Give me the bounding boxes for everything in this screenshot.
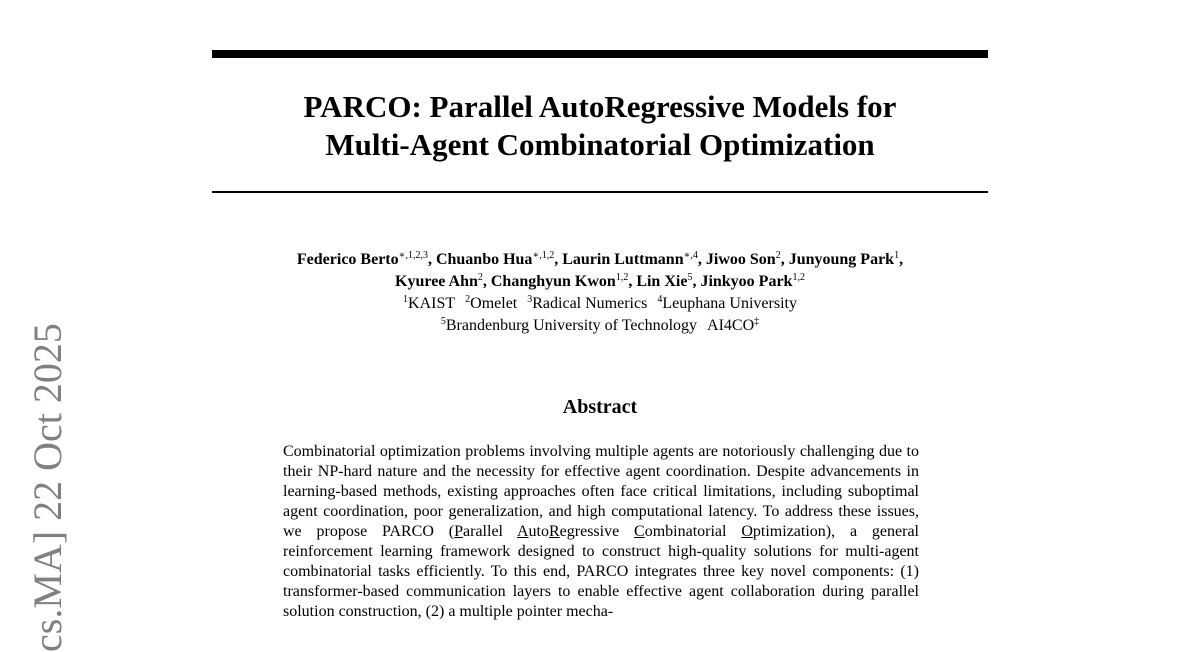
author-name: Laurin Luttmann xyxy=(562,251,684,268)
affiliation: $^3$Radical Numerics xyxy=(527,294,648,312)
author-sup: 1,2 xyxy=(615,272,629,283)
acronym-word: Auto xyxy=(516,523,549,540)
author-sup: ∗,1,2,3 xyxy=(398,250,428,261)
arxiv-stamp: cs.MA] 22 Oct 2025 xyxy=(25,323,70,652)
abstract-text-after: ), a general reinforcement learning framework designed to construct high-quality solutions for multi-agent combinatorial tasks efficiently. To this end, PARCO integrates three key novel components: (1) transformer-based communication layers to enable effective agent collaboration during parallel solution construction, (2) a multiple pointer mecha- xyxy=(283,523,920,620)
abstract-text-before: Combinatorial optimization problems involving multiple agents are notoriously challenging due to their NP-hard nature and the necessity for effective agent coordination. Despite advancements in learning-based methods, existing approaches often face critical limitations, including suboptimal agent coordination, poor generalization, and high computational latency. To address these issues, we propose PARCO ( xyxy=(283,443,919,540)
top-rule xyxy=(212,50,988,58)
author-name: Kyuree Ahn xyxy=(395,273,478,290)
author-sup: 1 xyxy=(894,250,900,261)
affiliation: $^4$Leuphana University xyxy=(657,294,797,312)
affiliation: $^5$Brandenburg University of Technology xyxy=(440,316,698,334)
affiliation-line-1 xyxy=(150,293,1050,315)
acronym-word: Combinatorial xyxy=(634,523,742,540)
author-name: Lin Xie xyxy=(636,273,688,290)
author-name: Junyoung Park xyxy=(788,251,895,268)
author-sup: 2 xyxy=(775,250,781,261)
author-sup: 1,2 xyxy=(792,272,805,283)
author-line-1: Federico Berto$^{∗,1,2,3}$, Chuanbo Hua$^{∗,1,2}$, Laurin Luttmann$^{∗,4}$, Jiwoo Son$^2$, Junyoung Park$^1$, xyxy=(296,250,904,268)
paper-title xyxy=(212,88,988,164)
title-rule xyxy=(212,191,988,193)
author-sup: 5 xyxy=(687,272,693,283)
acronym-word: Optimization xyxy=(741,523,826,540)
title-line-2: Multi-Agent Combinatorial Optimization xyxy=(325,127,875,162)
abstract-body xyxy=(283,442,919,622)
affiliation-line-2 xyxy=(150,315,1050,337)
author-block xyxy=(150,249,1050,337)
title-line-1: PARCO: Parallel AutoRegressive Models for xyxy=(303,89,897,124)
abstract-heading: Abstract xyxy=(562,396,638,418)
acronym-word: Regressive xyxy=(548,523,635,540)
author-name: Jinkyoo Park xyxy=(700,273,793,290)
author-name: Chuanbo Hua xyxy=(435,251,533,268)
author-name: Changhyun Kwon xyxy=(490,273,616,290)
author-sup: ∗,4 xyxy=(683,250,698,261)
author-sup: 2 xyxy=(477,272,483,283)
author-sup: ∗,1,2 xyxy=(532,250,555,261)
author-line-2: Kyuree Ahn$^2$, Changhyun Kwon$^{1,2}$, Lin Xie$^5$, Jinkyoo Park$^{1,2}$ xyxy=(395,272,805,290)
affiliation: $^2$Omelet xyxy=(465,294,518,312)
affiliation: $^1$KAIST xyxy=(403,294,456,312)
affiliation: AI4CO‡ xyxy=(707,316,760,334)
author-name: Jiwoo Son xyxy=(705,251,776,268)
author-name: Federico Berto xyxy=(296,251,399,268)
acronym-word: Parallel xyxy=(454,523,517,540)
